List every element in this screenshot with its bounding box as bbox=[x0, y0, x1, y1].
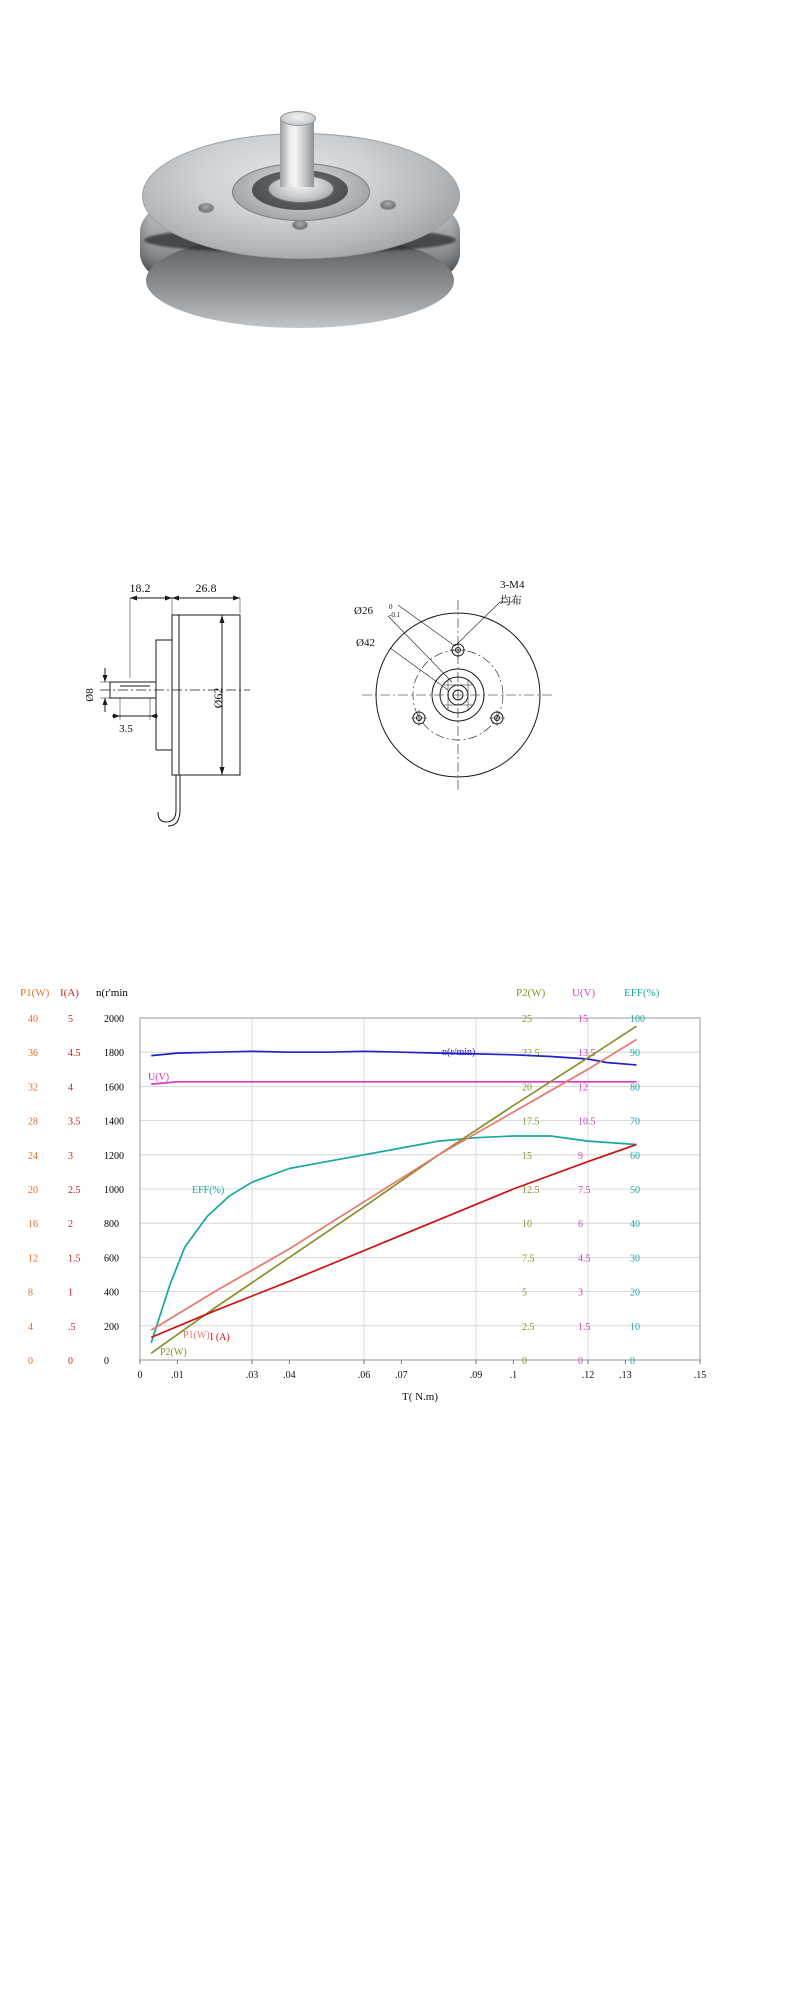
axis-tick-label: 1000 bbox=[104, 1185, 124, 1196]
axis-tick-label: 1 bbox=[68, 1287, 73, 1299]
performance-chart-section bbox=[0, 940, 800, 1460]
x-tick-label: .15 bbox=[693, 1370, 707, 1381]
axis-tick-label: 0 bbox=[28, 1356, 33, 1367]
dim-label-d62: Ø62 bbox=[211, 687, 225, 709]
dim-label-d8: Ø8 bbox=[84, 688, 96, 702]
axis-title-p2w: P2(W) bbox=[516, 987, 546, 999]
dim-label-3-m4: 3-M4 bbox=[500, 579, 525, 591]
axis-tick-label: 25 bbox=[522, 1014, 532, 1025]
axis-tick-label: 50 bbox=[630, 1185, 640, 1196]
axis-tick-label: 1.5 bbox=[578, 1321, 591, 1333]
axis-tick-label: 60 bbox=[630, 1150, 640, 1162]
x-axis-label: T( N.m) bbox=[401, 1391, 439, 1403]
axis-title-nrmin: n(r'min bbox=[96, 987, 128, 999]
axis-tick-label: 6 bbox=[578, 1219, 583, 1231]
axis-tick-label: 7.5 bbox=[578, 1185, 591, 1196]
technical-drawing-section bbox=[0, 560, 800, 880]
axis-tick-label: 5 bbox=[522, 1287, 527, 1299]
axis-tick-label: 4.5 bbox=[578, 1253, 591, 1265]
axis-tick-label: 3.5 bbox=[68, 1116, 81, 1128]
leader-d26 bbox=[388, 616, 452, 682]
axis-tick-label: 7.5 bbox=[522, 1253, 535, 1265]
axis-tick-label: 20 bbox=[28, 1185, 38, 1196]
axis-tick-label: 30 bbox=[630, 1253, 640, 1265]
axis-title-ia: I(A) bbox=[60, 987, 79, 999]
axis-title-uv: U(V) bbox=[572, 987, 596, 999]
product-photo-section bbox=[0, 0, 800, 540]
x-tick-label: .01 bbox=[171, 1370, 184, 1381]
axis-tick-label: 70 bbox=[630, 1116, 640, 1128]
axis-tick-label: 20 bbox=[630, 1287, 640, 1299]
mounting-hole bbox=[411, 710, 427, 726]
x-tick-label: .09 bbox=[469, 1370, 483, 1381]
axis-tick-label: 40 bbox=[630, 1219, 640, 1231]
axis-tick-label: 0 bbox=[104, 1356, 109, 1367]
x-tick-label: .07 bbox=[395, 1370, 408, 1381]
axis-tick-label: 5 bbox=[68, 1014, 73, 1025]
axis-tick-label: 28 bbox=[28, 1116, 38, 1128]
axis-tick-label: 2.5 bbox=[68, 1185, 81, 1196]
axis-title-p1w: P1(W) bbox=[20, 987, 50, 999]
mounting-screw-hole bbox=[380, 200, 396, 210]
axis-tick-label: 12 bbox=[578, 1082, 588, 1094]
axis-tick-label: 22.5 bbox=[522, 1048, 540, 1060]
dim-label-d26: Ø26 bbox=[354, 605, 373, 617]
side-view-front-plate bbox=[156, 640, 172, 750]
axis-tick-label: 3 bbox=[578, 1287, 583, 1299]
series-inline-label: U(V) bbox=[148, 1072, 170, 1083]
axis-tick-label: 20 bbox=[522, 1082, 532, 1094]
axis-tick-label: 4 bbox=[68, 1082, 73, 1094]
side-view-group bbox=[100, 596, 250, 827]
front-view-group bbox=[362, 600, 554, 790]
axis-tick-label: 1400 bbox=[104, 1116, 124, 1128]
series-inline-label: I (A) bbox=[210, 1332, 230, 1343]
series-inline-label: P2(W) bbox=[160, 1347, 187, 1358]
performance-curve-chart bbox=[0, 940, 800, 1460]
axis-tick-label: .5 bbox=[68, 1321, 76, 1333]
axis-tick-label: 17.5 bbox=[522, 1116, 540, 1128]
dim-label-18-2: 18.2 bbox=[129, 581, 151, 595]
axis-tick-label: 800 bbox=[104, 1219, 119, 1231]
x-tick-label: 0 bbox=[137, 1370, 143, 1381]
axis-tick-label: 12 bbox=[28, 1253, 38, 1265]
technical-drawing-svg bbox=[0, 560, 800, 880]
x-tick-label: .1 bbox=[509, 1370, 518, 1381]
dim-label-junbu: 均布 bbox=[500, 595, 522, 607]
series-ia bbox=[151, 1145, 636, 1338]
axis-tick-label: 4.5 bbox=[68, 1048, 81, 1060]
dim-label-3-5: 3.5 bbox=[119, 723, 133, 735]
leader-3-m4b bbox=[455, 602, 500, 646]
series-inline-label: n(r/min) bbox=[442, 1047, 476, 1058]
axis-tick-label: 600 bbox=[104, 1253, 119, 1265]
axis-tick-label: 3 bbox=[68, 1150, 73, 1162]
axis-tick-label: 80 bbox=[630, 1082, 640, 1094]
axis-tick-label: 400 bbox=[104, 1287, 119, 1299]
x-tick-label: .06 bbox=[357, 1370, 371, 1381]
axis-tick-label: 12.5 bbox=[522, 1185, 540, 1196]
x-tick-label: .03 bbox=[245, 1370, 259, 1381]
axis-tick-label: 1200 bbox=[104, 1150, 124, 1162]
motor-shaft-top bbox=[280, 111, 316, 126]
dim-label-d42: Ø42 bbox=[356, 637, 375, 649]
series-eff bbox=[151, 1136, 636, 1343]
mounting-screw-hole bbox=[292, 220, 308, 230]
axis-tick-label: 90 bbox=[630, 1048, 640, 1060]
axis-tick-label: 32 bbox=[28, 1082, 38, 1094]
series-inline-label: P1(W) bbox=[183, 1330, 210, 1341]
side-view-lead-wire bbox=[158, 775, 176, 822]
axis-tick-label: 15 bbox=[578, 1014, 588, 1025]
axis-tick-label: 16 bbox=[28, 1219, 38, 1231]
side-view-body bbox=[172, 615, 240, 775]
axis-tick-label: 1.5 bbox=[68, 1253, 81, 1265]
leader-3-m4 bbox=[398, 605, 455, 646]
axis-tick-label: 2.5 bbox=[522, 1321, 535, 1333]
axis-tick-label: 200 bbox=[104, 1321, 119, 1333]
axis-tick-label: 10.5 bbox=[578, 1116, 596, 1128]
axis-tick-label: 36 bbox=[28, 1048, 38, 1060]
axis-tick-label: 0 bbox=[578, 1356, 583, 1367]
axis-tick-label: 40 bbox=[28, 1014, 38, 1025]
motor-photo bbox=[140, 115, 470, 365]
x-tick-label: .12 bbox=[581, 1370, 595, 1381]
axis-title-eff: EFF(%) bbox=[624, 987, 660, 999]
x-tick-label: .04 bbox=[283, 1370, 296, 1381]
motor-shaft bbox=[280, 117, 314, 187]
x-tick-label: .13 bbox=[619, 1370, 632, 1381]
axis-tick-label: 2000 bbox=[104, 1014, 124, 1025]
axis-tick-label: 15 bbox=[522, 1150, 532, 1162]
axis-tick-label: 0 bbox=[522, 1356, 527, 1367]
axis-tick-label: 2 bbox=[68, 1219, 73, 1231]
dim-label-d26-sup: 0 bbox=[389, 603, 393, 611]
series-nrmin bbox=[151, 1051, 636, 1065]
axis-tick-label: 10 bbox=[630, 1321, 640, 1333]
mounting-hole bbox=[489, 710, 505, 726]
axis-tick-label: 13.5 bbox=[578, 1048, 596, 1060]
axis-tick-label: 8 bbox=[28, 1287, 33, 1299]
axis-tick-label: 0 bbox=[68, 1356, 73, 1367]
dim-label-26-8: 26.8 bbox=[195, 581, 217, 595]
axis-tick-label: 4 bbox=[28, 1321, 33, 1333]
axis-tick-label: 9 bbox=[578, 1150, 583, 1162]
axis-tick-label: 1800 bbox=[104, 1048, 124, 1060]
axis-tick-label: 1600 bbox=[104, 1082, 124, 1094]
dim-label-d26-sub: -0.1 bbox=[389, 611, 401, 619]
axis-tick-label: 0 bbox=[630, 1356, 635, 1367]
axis-tick-label: 10 bbox=[522, 1219, 532, 1231]
mounting-screw-hole bbox=[198, 203, 214, 213]
axis-tick-label: 24 bbox=[28, 1150, 38, 1162]
series-inline-label: EFF(%) bbox=[192, 1185, 225, 1196]
axis-tick-label: 100 bbox=[630, 1014, 645, 1025]
